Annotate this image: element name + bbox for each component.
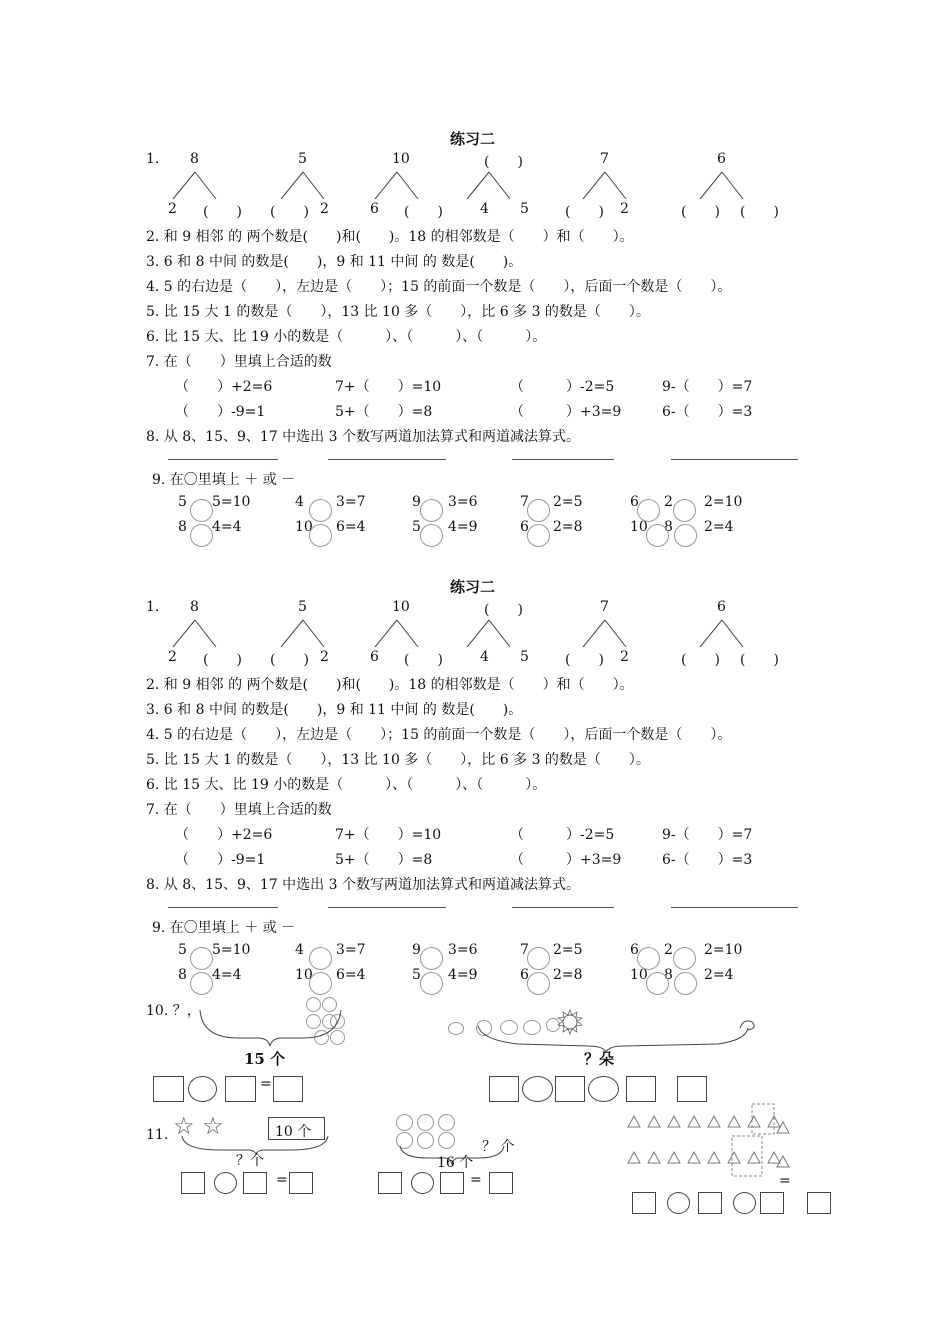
operation-number: 2=4 [704,967,734,983]
decomp-bottom-left: ( ) [270,652,309,668]
middle-total-label: 16 个 [437,1155,474,1171]
operation-number: 2=8 [553,519,583,535]
answer-box[interactable] [289,1172,313,1194]
question-3: 3. 6 和 8 中间 的数是( )，9 和 11 中间 的 数是( )。 [146,254,523,270]
operator-circle[interactable] [527,972,550,995]
answer-box[interactable] [440,1172,464,1194]
operation-number: 5=10 [212,494,251,510]
decomp-branch-icon [278,172,328,202]
fill-blank-equation: 5+（ ）=8 [335,404,433,420]
answer-box[interactable] [626,1076,656,1102]
middle-unknown-label: ？ 个 [482,1139,515,1155]
operation-number: 2=8 [553,967,583,983]
equals-sign: = [276,1172,288,1188]
operation-number: 10 [295,519,313,535]
operation-number: 4 [295,942,304,958]
decomp-bottom-right: ( ) [203,204,242,220]
operator-circle[interactable] [674,524,697,547]
fill-blank-equation: 6-（ ）=3 [662,852,753,868]
operation-number: 3=6 [448,494,478,510]
operator-circle[interactable] [646,524,669,547]
fill-blank-equation: 7+（ ）=10 [335,379,442,395]
decomp-branch-icon [580,620,630,650]
brace-left-icon [198,1008,343,1048]
decomp-top-number: ( ) [484,602,523,618]
question-7-label: 7. 在（ ）里填上合适的数 [146,354,332,370]
operation-number: 2 [664,494,673,510]
decomp-top-number: ( ) [484,154,523,170]
answer-box[interactable] [489,1076,519,1102]
operation-number: 10 [630,519,648,535]
operation-number: 6=4 [336,519,366,535]
answer-box[interactable] [698,1192,722,1214]
answer-operator-circle[interactable] [214,1172,237,1194]
decomp-branch-icon [278,620,328,650]
brace-right-icon [468,1016,758,1052]
operation-number: 2 [664,942,673,958]
fill-blank-equation: （ ）+3=9 [510,404,622,420]
decomp-bottom-right: ( ) [404,652,443,668]
answer-line[interactable] [168,459,278,460]
operation-number: 3=7 [336,942,366,958]
operation-number: 5 [178,942,187,958]
answer-box[interactable] [225,1076,256,1102]
q1-label: 1. [146,151,160,167]
operation-number: 6 [630,942,639,958]
operation-number: 3=6 [448,942,478,958]
operator-circle[interactable] [309,499,332,522]
question-4: 4. 5 的右边是（ ），左边是（ ）；15 的前面一个数是（ ），后面一个数是（ ）。 [146,279,732,295]
decomp-branch-icon [580,172,630,202]
operation-number: 2=10 [704,494,743,510]
answer-box[interactable] [153,1076,184,1102]
decomp-branch-icon [372,620,422,650]
answer-line[interactable] [671,907,798,908]
operation-number: 5 [178,494,187,510]
decomp-branch-icon [464,172,514,202]
operation-number: 6 [520,967,529,983]
decomp-bottom-right: ( ) [740,652,779,668]
answer-operator-circle[interactable] [733,1192,756,1214]
answer-operator-circle[interactable] [667,1192,690,1214]
answer-line[interactable] [512,459,614,460]
answer-line[interactable] [671,459,798,460]
operation-number: 8 [664,967,673,983]
operator-circle[interactable] [420,947,443,970]
operation-number: 3=7 [336,494,366,510]
decomp-bottom-right: 5 [520,649,529,665]
answer-box[interactable] [677,1076,707,1102]
decomp-bottom-left: 6 [370,201,379,217]
operator-circle[interactable] [527,524,550,547]
operator-circle[interactable] [309,947,332,970]
operation-number: 2=10 [704,942,743,958]
left-unknown-label: ？个 [236,1153,264,1169]
decomp-top-number: 10 [392,599,410,615]
operation-number: 4=4 [212,967,242,983]
answer-operator-circle[interactable] [411,1172,434,1194]
decomp-bottom-right: ( ) [404,204,443,220]
left-total-label: 15 个 [244,1050,286,1068]
operation-number: 7 [520,942,529,958]
question-4: 4. 5 的右边是（ ），左边是（ ）；15 的前面一个数是（ ），后面一个数是（ ）。 [146,727,732,743]
q1-label: 1. [146,599,160,615]
decomp-bottom-right: 2 [620,649,629,665]
answer-box[interactable] [273,1076,303,1102]
question-8: 8. 从 8、15、9、17 中选出 3 个数写两道加法算式和两道减法算式。 [146,429,580,445]
decomp-top-number: 6 [717,599,726,615]
decomp-bottom-left: 2 [168,201,177,217]
operation-number: 6 [520,519,529,535]
answer-box[interactable] [181,1172,205,1194]
operation-number: 4 [295,494,304,510]
decomp-branch-icon [697,172,747,202]
operator-circle[interactable] [309,524,332,547]
decomp-bottom-left: ( ) [565,652,604,668]
operator-circle[interactable] [190,947,213,970]
counter-circle-icon [417,1114,434,1131]
question-10-label: 10. ？， [146,1003,201,1019]
decomp-bottom-right: 5 [520,201,529,217]
decomp-top-number: 10 [392,151,410,167]
operation-number: 4=9 [448,967,478,983]
decomp-branch-icon [170,172,220,202]
operator-circle[interactable] [527,499,550,522]
operator-circle[interactable] [420,972,443,995]
counter-circle-icon [438,1114,455,1131]
operation-number: 9 [412,494,421,510]
fill-blank-equation: 9-（ ）=7 [662,827,753,843]
operation-number: 7 [520,494,529,510]
fill-blank-equation: （ ）+2=6 [175,827,273,843]
operator-circle[interactable] [637,947,660,970]
operation-number: 8 [178,519,187,535]
question-8: 8. 从 8、15、9、17 中选出 3 个数写两道加法算式和两道减法算式。 [146,877,580,893]
fill-blank-equation: （ ）-9=1 [175,852,266,868]
decomp-bottom-left: ( ) [681,652,720,668]
answer-line[interactable] [168,907,278,908]
decomp-top-number: 5 [298,151,307,167]
flower-oval-icon [448,1022,464,1035]
operator-circle[interactable] [646,972,669,995]
operation-number: 2=5 [553,942,583,958]
fill-blank-equation: 6-（ ）=3 [662,404,753,420]
operation-number: 9 [412,942,421,958]
operation-number: 6 [630,494,639,510]
decomp-bottom-right: ( ) [740,204,779,220]
operation-number: 8 [664,519,673,535]
section-title: 练习二 [450,578,496,596]
right-total-label: ？朵 [584,1050,615,1068]
counter-circle-icon [396,1114,413,1131]
decomp-branch-icon [170,620,220,650]
answer-operator-circle[interactable] [188,1076,217,1102]
answer-box[interactable] [632,1192,656,1214]
fill-blank-equation: （ ）-2=5 [510,827,615,843]
answer-line[interactable] [512,907,614,908]
decomp-branch-icon [697,620,747,650]
decomp-top-number: 7 [600,599,609,615]
answer-operator-circle[interactable] [588,1076,619,1102]
decomp-top-number: 7 [600,151,609,167]
answer-line[interactable] [328,459,446,460]
operation-number: 5=10 [212,942,251,958]
operator-circle[interactable] [637,499,660,522]
section-title: 练习二 [450,130,496,148]
answer-box[interactable] [378,1172,402,1194]
fill-blank-equation: （ ）+3=9 [510,852,622,868]
star-icon: ☆ ☆ [173,1112,224,1140]
decomp-bottom-left: ( ) [270,204,309,220]
answer-operator-circle[interactable] [522,1076,553,1102]
answer-box[interactable] [555,1076,585,1102]
fill-blank-equation: （ ）+2=6 [175,379,273,395]
operation-number: 5 [412,967,421,983]
operator-circle[interactable] [673,499,696,522]
operator-circle[interactable] [190,524,213,547]
question-9-label: 9. 在〇里填上 ＋ 或 － [152,472,296,488]
operation-number: 4=9 [448,519,478,535]
decomp-top-number: 6 [717,151,726,167]
operation-number: 2=4 [704,519,734,535]
decomp-bottom-left: ( ) [565,204,604,220]
operation-number: 2=5 [553,494,583,510]
question-3: 3. 6 和 8 中间 的数是( )，9 和 11 中间 的 数是( )。 [146,702,523,718]
answer-box[interactable] [760,1192,784,1214]
equals-sign: = [470,1172,482,1188]
decomp-bottom-left: 2 [168,649,177,665]
operation-number: 5 [412,519,421,535]
answer-box[interactable] [243,1172,267,1194]
operator-circle[interactable] [420,524,443,547]
decomp-bottom-left: ( ) [681,204,720,220]
fill-blank-equation: 9-（ ）=7 [662,379,753,395]
triangle-group-icon [628,1116,798,1186]
question-6: 6. 比 15 大、比 19 小的数是（ ）、（ ）、（ ）。 [146,777,547,793]
operator-circle[interactable] [190,499,213,522]
decomp-bottom-left: 6 [370,649,379,665]
answer-box[interactable] [489,1172,513,1194]
decomp-bottom-right: 2 [320,201,329,217]
fill-blank-equation: 5+（ ）=8 [335,852,433,868]
fill-blank-equation: （ ）-2=5 [510,379,615,395]
decomp-bottom-left: 4 [480,201,489,217]
operator-circle[interactable] [190,972,213,995]
question-6: 6. 比 15 大、比 19 小的数是（ ）、（ ）、（ ）。 [146,329,547,345]
operation-number: 6=4 [336,967,366,983]
question-5: 5. 比 15 大 1 的数是（ ），13 比 10 多（ ），比 6 多 3 的数是（ ）。 [146,752,650,768]
ten-items-label: 10 个 [275,1124,312,1140]
operator-circle[interactable] [674,972,697,995]
answer-line[interactable] [328,907,446,908]
decomp-top-number: 8 [190,599,199,615]
equals-sign: = [779,1173,791,1189]
decomp-bottom-right: ( ) [203,652,242,668]
operation-number: 10 [295,967,313,983]
answer-box[interactable] [807,1192,831,1214]
question-11-label: 11. [146,1127,169,1143]
decomp-bottom-right: 2 [620,201,629,217]
decomp-top-number: 5 [298,599,307,615]
operation-number: 10 [630,967,648,983]
question-5: 5. 比 15 大 1 的数是（ ），13 比 10 多（ ），比 6 多 3 的数是（ ）。 [146,304,650,320]
decomp-branch-icon [464,620,514,650]
decomp-branch-icon [372,172,422,202]
operator-circle[interactable] [527,947,550,970]
operator-circle[interactable] [420,499,443,522]
question-9-label: 9. 在〇里填上 ＋ 或 － [152,920,296,936]
question-2: 2. 和 9 相邻 的 两个数是( )和( )。18 的相邻数是（ ）和（ ）。 [146,677,634,693]
operator-circle[interactable] [673,947,696,970]
question-2: 2. 和 9 相邻 的 两个数是( )和( )。18 的相邻数是（ ）和（ ）。 [146,229,634,245]
operator-circle[interactable] [309,972,332,995]
decomp-bottom-right: 2 [320,649,329,665]
operation-number: 4=4 [212,519,242,535]
operation-number: 8 [178,967,187,983]
equals-sign: = [260,1076,272,1092]
fill-blank-equation: （ ）-9=1 [175,404,266,420]
decomp-top-number: 8 [190,151,199,167]
fill-blank-equation: 7+（ ）=10 [335,827,442,843]
decomp-bottom-left: 4 [480,649,489,665]
question-7-label: 7. 在（ ）里填上合适的数 [146,802,332,818]
